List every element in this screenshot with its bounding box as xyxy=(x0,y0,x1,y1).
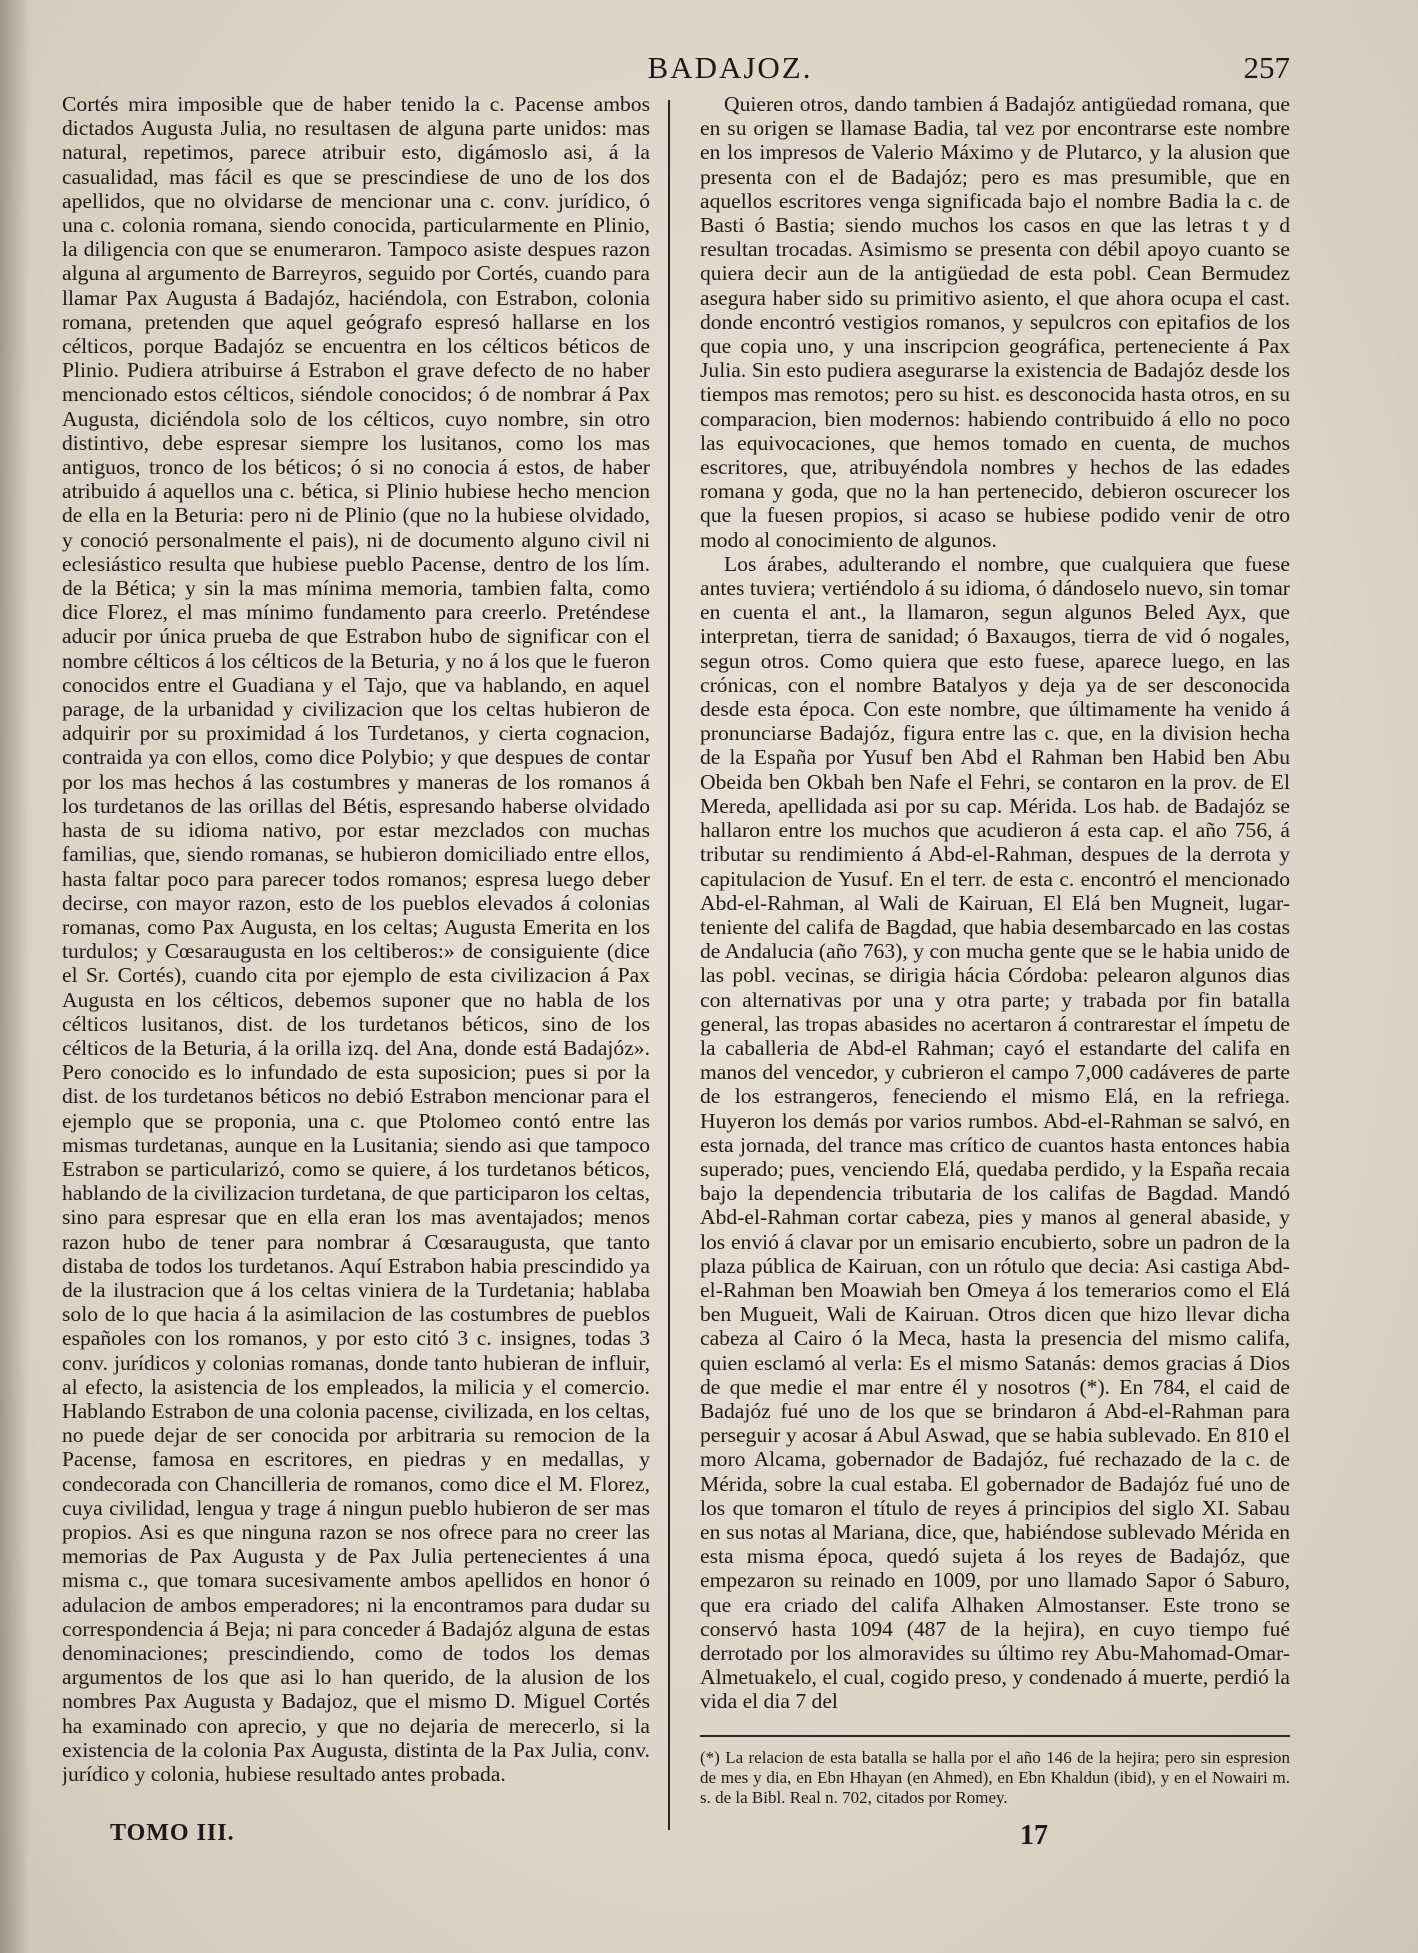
signature-mark: 17 xyxy=(1020,1820,1048,1851)
left-column xyxy=(62,92,650,1842)
volume-label: TOMO III. xyxy=(110,1820,235,1846)
right-paragraph: Los árabes, adulterando el nombre, que cualquiera que fuese antes tuviera; vertiéndolo á su idioma, ó dándoselo nuevo, sin tomar en cuenta el ant., la llamaron, segun algunos Beled Ayx, que interpretan, tierra de sanidad; ó Baxaugos, tierra de vid ó nogales, segun otros. Como quiera que esto fuese, aparece luego, en las crónicas, con el nombre Batalyos y deja ya de ser desconocida desde esta época. Con este nombre, que últimamente ha venido á pronunciarse Badajóz, figura entre las c. que, en la division hecha de la España por Yusuf ben Abd el Rahman ben Habid ben Abu Obeida ben Okbah ben Nafe el Fehri, se contaron en la prov. de El Mereda, apellidada asi por su cap. Mérida. Los hab. de Badajóz se hallaron entre los muchos que acudieron á esta cap. el año 756, á tributar su rendimiento á Abd-el-Rahman, despues de la derrota y capitulacion de Yusuf. En el terr. de esta c. encontró el mencionado Abd-el-Rahman, al Wali de Kairuan, El Elá ben Mugneit, lugar-teniente del califa de Bagdad, que habia desembarcado en las costas de Andalucia (año 763), y con mucha gente que se le habia unido de las pobl. vecinas, se dirigia hácia Córdoba: pelearon algunos dias con alternativas por una y otra parte; y trabada por fin batalla general, las tropas abasides no acertaron á contrarestar el ímpetu de la caballeria de Abd-el Rahman; cayó el estandarte del califa en manos del vencedor, y cubrieron el campo 7,000 cadáveres de parte de los estrangeros, feneciendo el mismo Elá, en la refriega. Huyeron los demás por varios rumbos. Abd-el-Rahman se salvó, en esta jornada, del trance mas crítico de cuantos hasta entonces habia superado; pues, venciendo Elá, quedaba perdido, y la España recaia bajo la dependencia tributaria de los califas de Bagdad. Mandó Abd-el-Rahman cortar cabeza, pies y manos al general abaside, y los envió á clavar por un emisario encubierto, sobre un padron de la plaza pública de Kairuan, con un rótulo que decia: Asi castiga Abd-el-Rahman ben Moawiah ben Omeya á los temerarios como el Elá ben Mugueit, Wali de Kairuan. Otros dicen que hizo llevar dicha cabeza al Cairo ó la Meca, hasta la presencia del mismo califa, quien esclamó al verla: Es el mismo Satanás: demos gracias á Dios de que medie el mar entre él y nosotros (*). En 784, el caid de Badajóz fué uno de los que se brindaron á Abd-el-Rahman para perseguir y acosar á Abul Aswad, que se habia sublevado. En 810 el moro Alcama, gobernador de Badajóz, fué rechazado de la c. de Mérida, sobre la cual estaba. El gobernador de Badajóz fué uno de los que tomaron el título de reyes á principios del siglo XI. Sabau en sus notas al Mariana, dice, que, habiéndose sublevado Mérida en esta misma época, quedó sujeta á los reyes de Badajóz, que empezaron su reinado en 1009, por uno llamado Sapor ó Saburo, que era criado del califa Alhaken Almostanser. Este trono se conservó hasta 1094 (487 de la hejira), en cuyo tiempo fué derrotado por los almoravides su último rey Abu-Mahomad-Omar-Almetuakelo, el cual, cogido preso, y condenado á muerte, perdió la vida el dia 7 del xyxy=(700,551,1290,1714)
spine-shadow xyxy=(0,0,30,1953)
page-number: 257 xyxy=(1243,50,1290,85)
running-title: BADAJOZ. xyxy=(647,50,813,85)
column-divider xyxy=(668,100,670,1830)
right-paragraph: Quieren otros, dando tambien á Badajóz antigüedad romana, que en su origen se llamase Badia, tal vez por encontrarse este nombre en los impresos de Valerio Máximo y de Plutarco, y la alusion que presenta con el de Badajóz; pero es mas presumible, que en aquellos escritores venga significada bajo el nombre Badia la c. de Basti ó Bastia; siendo muchos los casos en que las letras t y d resultan trocadas. Asimismo se presenta con débil apoyo cuanto se quiera decir aun de la antigüedad de esta pobl. Cean Bermudez asegura haber sido su primitivo asiento, el que ahora ocupa el cast. donde encontró vestigios romanos, y sepulcros con epitafios de los que copia uno, y una inscripcion geográfica, perteneciente á Pax Julia. Sin esto pudiera asegurarse la existencia de Badajóz desde los tiempos mas remotos; pero su hist. es desconocida hasta otros, en su comparacion, bien modernos: habiendo contribuido á ello no poco las equivocaciones, que hemos tomado en cuenta, de muchos escritores, que, atribuyéndola nombres y hechos de las edades romana y goda, que no la han pertenecido, debieron oscurecer los que la fuesen propios, si acaso se hubiese podido venir de otro modo al conocimiento de algunos. xyxy=(700,92,1290,552)
footnote-divider xyxy=(700,1735,1290,1737)
left-paragraph: Cortés mira imposible que de haber tenido la c. Pacense ambos dictados Augusta Julia, no resultasen de alguna parte unidos: mas natural, repetimos, parece atribuir esto, digámoslo asi, á la casualidad, mas fácil es que se prescindiese de uno de los dos apellidos, que no olvidarse de mencionar una c. conv. jurídico, ó una c. colonia romana, siendo conocida, particularmente en Plinio, la diligencia con que se enumeraron. Tampoco asiste despues razon alguna al argumento de Barreyros, seguido por Cortés, cuando para llamar Pax Augusta á Badajóz, haciéndola, con Estrabon, colonia romana, pretenden que aquel geógrafo espresó hallarse en los célticos, porque Badajóz se encuentra en los célticos béticos de Plinio. Pudiera atribuirse á Estrabon el grave defecto de no haber mencionado estos célticos, siéndole conocidos; ó de nombrar á Pax Augusta, diciéndola solo de los célticos, cuyo nombre, sin otro distintivo, debe espresar siempre los lusitanos, como los mas antiguos, tronco de los béticos; ó si no conocia á estos, de haber atribuido á aquellos una c. bética, si Plinio hubiese hecho mencion de ella en la Beturia: pero ni de Plinio (que no la hubiese olvidado, y conoció personalmente el pais), ni de documento alguno civil ni eclesiástico resulta que hubiese pueblo Pacense, dentro de los lím. de la Bética; y sin la mas mínima memoria, tambien falta, como dice Florez, el mas mínimo fundamento para creerlo. Preténdese aducir por única prueba de que Estrabon hubo de significar con el nombre célticos á los célticos de la Beturia, y no á los que le fueron conocidos entre el Guadiana y el Tajo, que va hablando, en aquel parage, de la urbanidad y civilizacion que los celtas hubieron de adquirir por su proximidad á los Turdetanos, y cierta cognacion, contraida ya con ellos, como dice Polybio; y que despues de contar por los mas hechos á las costumbres y maneras de los romanos á los turdetanos de las orillas del Bétis, espresando haberse olvidado hasta de su idioma nativo, por estar mezclados con muchas familias, que, siendo romanas, se hubieron domiciliado entre ellos, hasta faltar poco para parecer todos romanos; espresa luego deber decirse, con mayor razon, esto de los pueblos elevados á colonias romanas, como Pax Augusta, en los celtas; Augusta Emerita en los turdulos; y Cœsaraugusta en los celtiberos:» de consiguiente (dice el Sr. Cortés), cuando cita por ejemplo de esta civilizacion á Pax Augusta en los célticos, debemos suponer que no habla de los célticos lusitanos, dist. de los turdetanos béticos, sino de los célticos de la Beturia, á la orilla izq. del Ana, donde está Badajóz». Pero conocido es lo infundado de esta suposicion; pues si por la dist. de los turdetanos béticos no debió Estrabon mencionar para el ejemplo que se proponia, una c. que Ptolomeo contó entre las mismas turdetanas, aunque en la Lusitania; siendo asi que tampoco Estrabon se particularizó, como se quiere, á los turdetanos béticos, hablando de la civilizacion turdetana, de que participaron los celtas, sino para espresar que en ella eran los mas aventajados; menos razon hubo de tener para nombrar á Cœsaraugusta, que tanto distaba de todos los turdetanos. Aquí Estrabon habia prescindido ya de la ilustracion que á los celtas viniera de la Turdetania; hablaba solo de lo que hacia á la asimilacion de las costumbres de pueblos españoles con los romanos, y por esto citó 3 c. insignes, todas 3 conv. jurídicos y colonias romanas, donde tanto hubieran de influir, al efecto, la asistencia de los empleados, la milicia y el comercio. Hablando Estrabon de una colonia pacense, civilizada, en los celtas, no puede dejar de ser conocida por arbitraria su remocion de la Pacense, famosa en escritores, en piedras y en medallas, y condecorada con Chancilleria de romanos, como dice el M. Florez, cuya civilidad, lengua y trage á ningun pueblo hubieron de ser mas propios. Asi es que ninguna razon se nos ofrece para no creer las memorias de Pax Augusta y de Pax Julia pertenecientes á una misma c., que tomara sucesivamente ambos apellidos en honor ó adulacion de ambos emperadores; ni la encontramos para dudar su correspondencia á Beja; ni para conceder á Badajóz alguna de estas denominaciones; prescindiendo, como de todos los demas argumentos de los que asi lo han querido, de la alusion de los nombres Pax Augusta y Badajoz, que el mismo D. Miguel Cortés ha examinado con aprecio, y que no dejaria de merecerlo, si la existencia de la colonia Pax Augusta, distinta de la Pax Julia, conv. jurídico y colonia, hubiese resultado antes probada. xyxy=(62,92,650,1787)
right-column xyxy=(700,92,1290,1717)
footnote: (*) La relacion de esta batalla se halla por el año 146 de la hejira; pero sin espresion de mes y dia, en Ebn Hhayan (en Ahmed), en Ebn Khaldun (ibid), y en el Nowairi m. s. de la Bibl. Real n. 702, citados por Romey. xyxy=(700,1748,1290,1807)
